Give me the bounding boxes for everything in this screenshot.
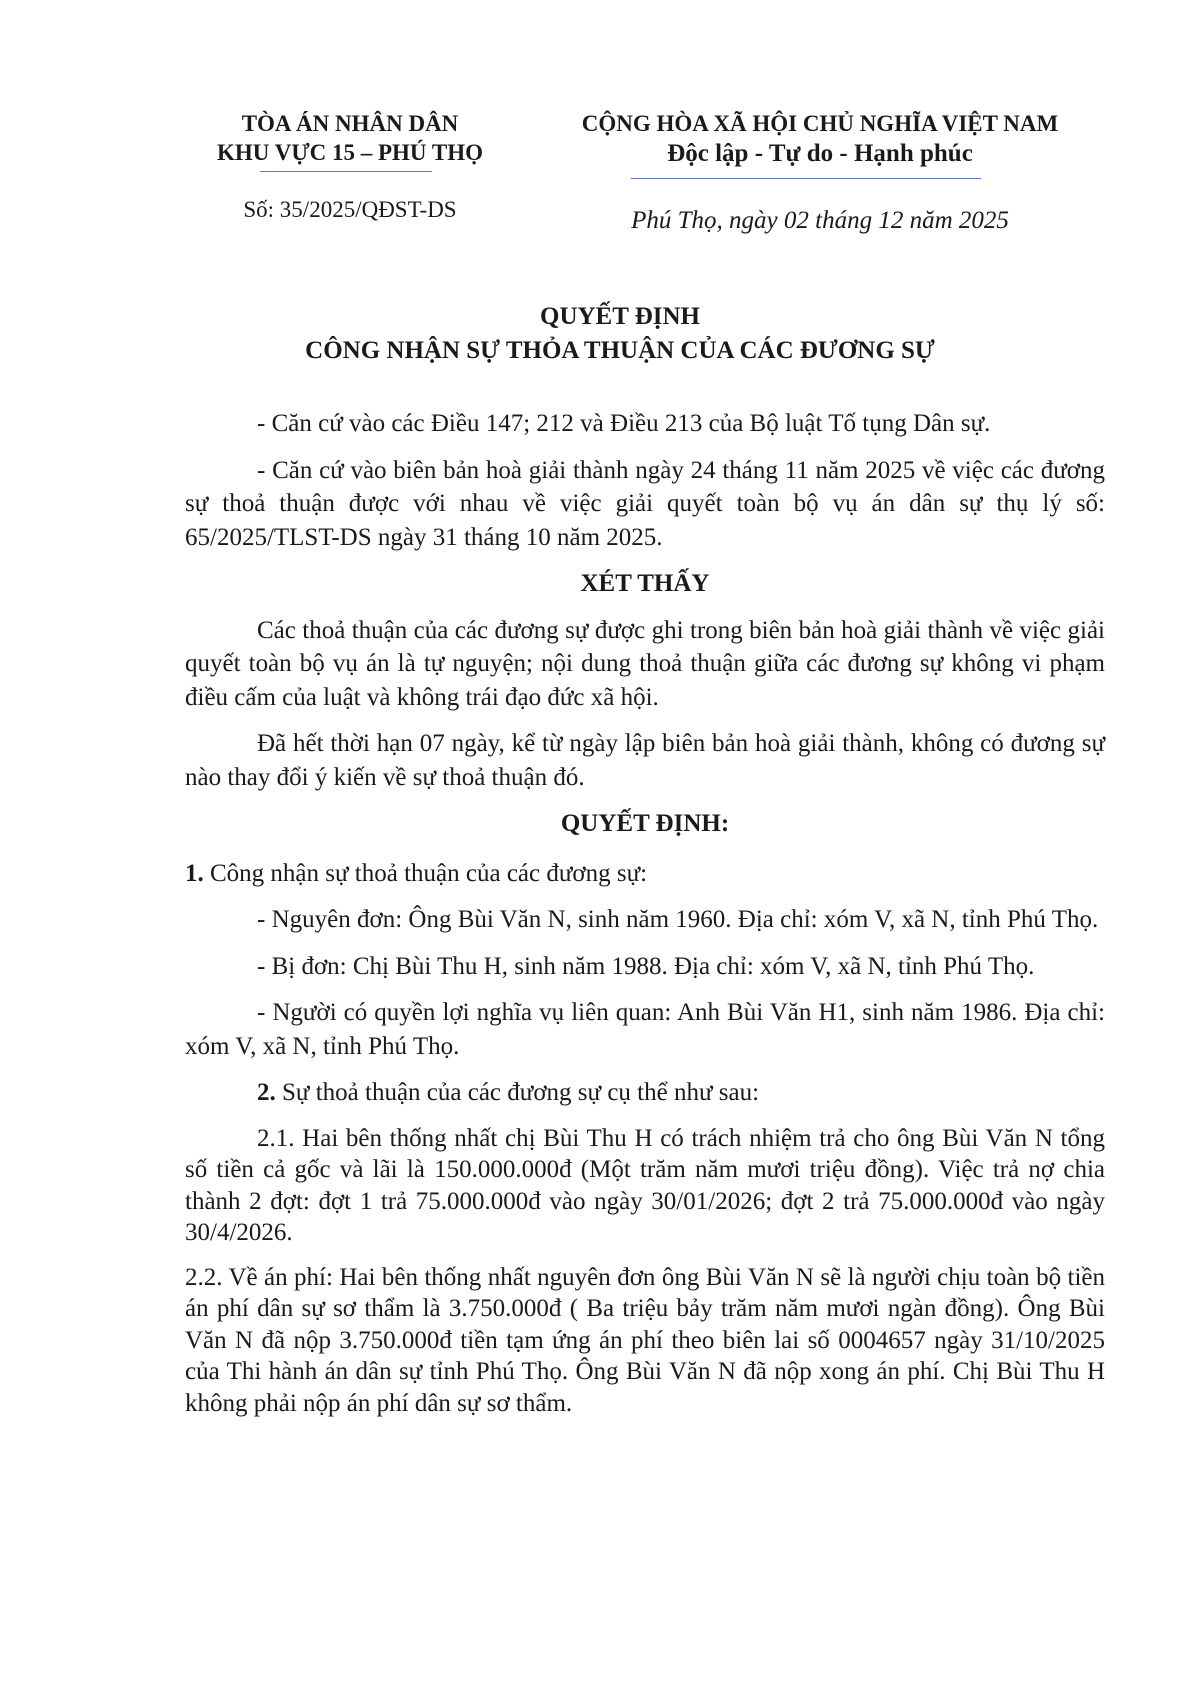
clause-2-2: 2.2. Về án phí: Hai bên thống nhất nguyên đơn ông Bùi Văn N sẽ là người chịu toàn bộ tiền án phí dân sự sơ thẩm là 3.750.000đ ( Ba triệu bảy trăm năm mươi ngàn đồng). Ông Bùi Văn N đã nộp 3.750.000đ tiền tạm ứng án phí theo biên lai số 0004657 ngày 31/10/2025 của Thi hành án dân sự tỉnh Phú Thọ. Ông Bùi Văn N đã nộp xong án phí. Chị Bùi Thu H không phải nộp án phí dân sự sơ thẩm. [185,1263,1105,1417]
findings-paragraph-2: Đã hết thời hạn 07 ngày, kể từ ngày lập biên bản hoà giải thành, không có đương sự nào thay đổi ý kiến về sự thoả thuận đó. [185,730,1105,791]
national-header [560,109,1080,169]
item-2-text: Sự thoả thuận của các đương sự cụ thể như sau: [275,1079,760,1106]
decision-item-1 [185,857,1105,891]
motto-underline [631,178,981,179]
court-header [200,109,500,167]
item-1-text: Công nhận sự thoả thuận của các đương sự: [203,859,648,887]
court-name: TÒA ÁN NHÂN DÂN [241,111,459,136]
document-number: Số: 35/2025/QĐST-DS [243,197,457,222]
item-2-number: 2. [257,1079,276,1106]
country-name: CỘNG HÒA XÃ HỘI CHỦ NGHĨA VIỆT NAM [581,111,1059,136]
decision-item-2 [185,1076,1105,1110]
date-place: Phú Thọ, ngày 02 tháng 12 năm 2025 [631,207,1009,234]
court-region: KHU VỰC 15 – PHÚ THỌ [216,140,483,165]
findings-paragraph-1: Các thoả thuận của các đương sự được ghi trong biên bản hoà giải thành về việc giải quyết toàn bộ vụ án là tự nguyện; nội dung thoả thuận giữa các đương sự không vi phạm điều cấm của luật và không trái đạo đức xã hội. [185,616,1105,711]
legal-basis-2: - Căn cứ vào biên bản hoà giải thành ngày 24 tháng 11 năm 2025 về việc các đương sự thoả thuận được với nhau về việc giải quyết toàn bộ vụ án dân sự thụ lý số: 65/2025/TLST-DS ngày 31 tháng 10 năm 2025. [185,456,1105,551]
clause-2-1: 2.1. Hai bên thống nhất chị Bùi Thu H có trách nhiệm trả cho ông Bùi Văn N tổng số tiền cả gốc và lãi là 150.000.000đ (Một trăm năm mươi triệu đồng). Việc trả nợ chia thành 2 đợt: đợt 1 trả 75.000.000đ vào ngày 30/01/2026; đợt 2 trả 75.000.000đ vào ngày 30/4/2026. [185,1124,1105,1246]
findings-heading: XÉT THẤY [580,570,710,597]
title-line-2: CÔNG NHẬN SỰ THỎA THUẬN CỦA CÁC ĐƯƠNG SỰ [305,337,935,364]
document-title [170,300,1070,368]
party-plaintiff: - Nguyên đơn: Ông Bùi Văn N, sinh năm 1960. Địa chỉ: xóm V, xã N, tỉnh Phú Thọ. [257,906,1099,933]
legal-basis-1: - Căn cứ vào các Điều 147; 212 và Điều 213 của Bộ luật Tố tụng Dân sự. [257,410,991,437]
title-line-1: QUYẾT ĐỊNH [540,303,700,330]
court-header-underline [260,171,432,172]
national-motto: Độc lập - Tự do - Hạnh phúc [667,140,973,167]
item-1-number: 1. [185,859,204,887]
decision-heading: QUYẾT ĐỊNH: [560,810,730,837]
party-related: - Người có quyền lợi nghĩa vụ liên quan: Anh Bùi Văn H1, sinh năm 1986. Địa chỉ: xóm V, xã N, tỉnh Phú Thọ. [185,999,1105,1060]
document-body [185,407,1105,1432]
party-defendant: - Bị đơn: Chị Bùi Thu H, sinh năm 1988. Địa chỉ: xóm V, xã N, tỉnh Phú Thọ. [257,952,1035,980]
